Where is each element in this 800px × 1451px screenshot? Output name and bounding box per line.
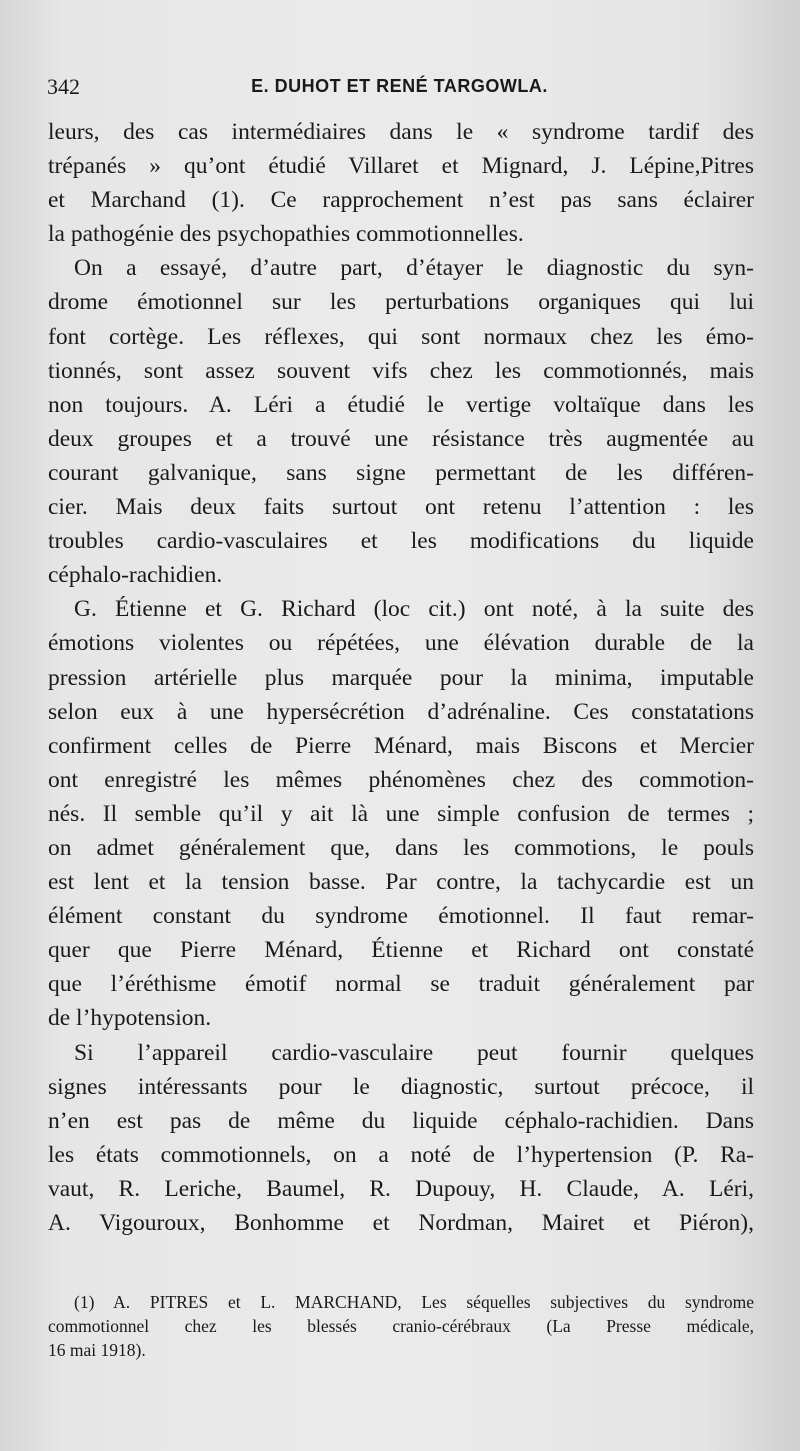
- text-line: leurs, des cas intermédiaires dans le « syndrome tardif des: [48, 119, 754, 145]
- page-header: [47, 74, 752, 104]
- text-line: cier. Mais deux faits surtout ont retenu l’attention : les: [48, 494, 754, 521]
- text-line: trépanés » qu’ont étudié Villaret et Mignard, J. Lépine,Pitres: [48, 153, 754, 180]
- text-line: quer que Pierre Ménard, Étienne et Richard ont constaté: [48, 937, 754, 964]
- text-line: selon eux à une hypersécrétion d’adrénaline. Ces constatations: [48, 698, 754, 725]
- page-number: 342: [47, 74, 80, 99]
- text-line: signes intéressants pour le diagnostic, surtout précoce, il: [48, 1073, 754, 1100]
- running-head: E. DUHOT ET RENÉ TARGOWLA.: [251, 76, 548, 96]
- paragraph-start-line: G. Étienne et G. Richard (loc cit.) ont noté, à la suite des: [74, 596, 754, 623]
- text-line: élément constant du syndrome émotionnel. Il faut remar-: [48, 903, 754, 930]
- text-line: n’en est pas de même du liquide céphalo-rachidien. Dans: [48, 1107, 754, 1134]
- body-text: [48, 115, 754, 1240]
- paragraph-start-line: On a essayé, d’autre part, d’étayer le diagnostic du syn-: [74, 255, 754, 282]
- text-line: que l’éréthisme émotif normal se traduit généralement par: [48, 971, 754, 998]
- text-line: confirment celles de Pierre Ménard, mais Biscons et Mercier: [48, 732, 754, 759]
- text-line: de l’hypotension.: [48, 1005, 212, 1032]
- text-line: font cortège. Les réflexes, qui sont normaux chez les émo-: [48, 323, 754, 350]
- footnote-line: (1) A. PITRES et L. MARCHAND, Les séquelles subjectives du syndrome: [74, 1292, 754, 1312]
- text-line: vaut, R. Leriche, Baumel, R. Dupouy, H. Claude, A. Léri,: [48, 1175, 754, 1202]
- text-line: courant galvanique, sans signe permettant de les différen-: [48, 459, 754, 486]
- text-line: tionnés, sont assez souvent vifs chez les commotionnés, mais: [48, 357, 754, 384]
- text-line: non toujours. A. Léri a étudié le vertige voltaïque dans les: [48, 391, 754, 418]
- text-line: troubles cardio-vasculaires et les modifications du liquide: [48, 528, 754, 555]
- text-line: la pathogénie des psychopathies commotionnelles.: [48, 221, 524, 248]
- text-line: pression artérielle plus marquée pour la minima, imputable: [48, 664, 754, 691]
- text-line: céphalo-rachidien.: [48, 562, 223, 589]
- text-line: les états commotionnels, on a noté de l’hypertension (P. Ra-: [48, 1141, 754, 1168]
- text-line: et Marchand (1). Ce rapprochement n’est pas sans éclairer: [48, 187, 754, 214]
- text-line: drome émotionnel sur les perturbations organiques qui lui: [48, 289, 754, 316]
- paragraph-start-line: Si l’appareil cardio-vasculaire peut fournir quelques: [74, 1039, 754, 1066]
- footnote-line: 16 mai 1918).: [48, 1340, 146, 1360]
- footnote: [48, 1290, 754, 1362]
- text-line: ont enregistré les mêmes phénomènes chez des commotion-: [48, 766, 754, 793]
- text-line: on admet généralement que, dans les commotions, le pouls: [48, 834, 754, 861]
- text-line: nés. Il semble qu’il y ait là une simple confusion de termes ;: [48, 800, 754, 827]
- text-line: A. Vigouroux, Bonhomme et Nordman, Mairet et Piéron),: [48, 1210, 754, 1236]
- text-line: émotions violentes ou répétées, une élévation durable de la: [48, 630, 754, 657]
- text-line: est lent et la tension basse. Par contre, la tachycardie est un: [48, 869, 754, 896]
- text-line: deux groupes et a trouvé une résistance très augmentée au: [48, 425, 754, 452]
- footnote-line: commotionnel chez les blessés cranio-cérébraux (La Presse médicale,: [48, 1316, 754, 1336]
